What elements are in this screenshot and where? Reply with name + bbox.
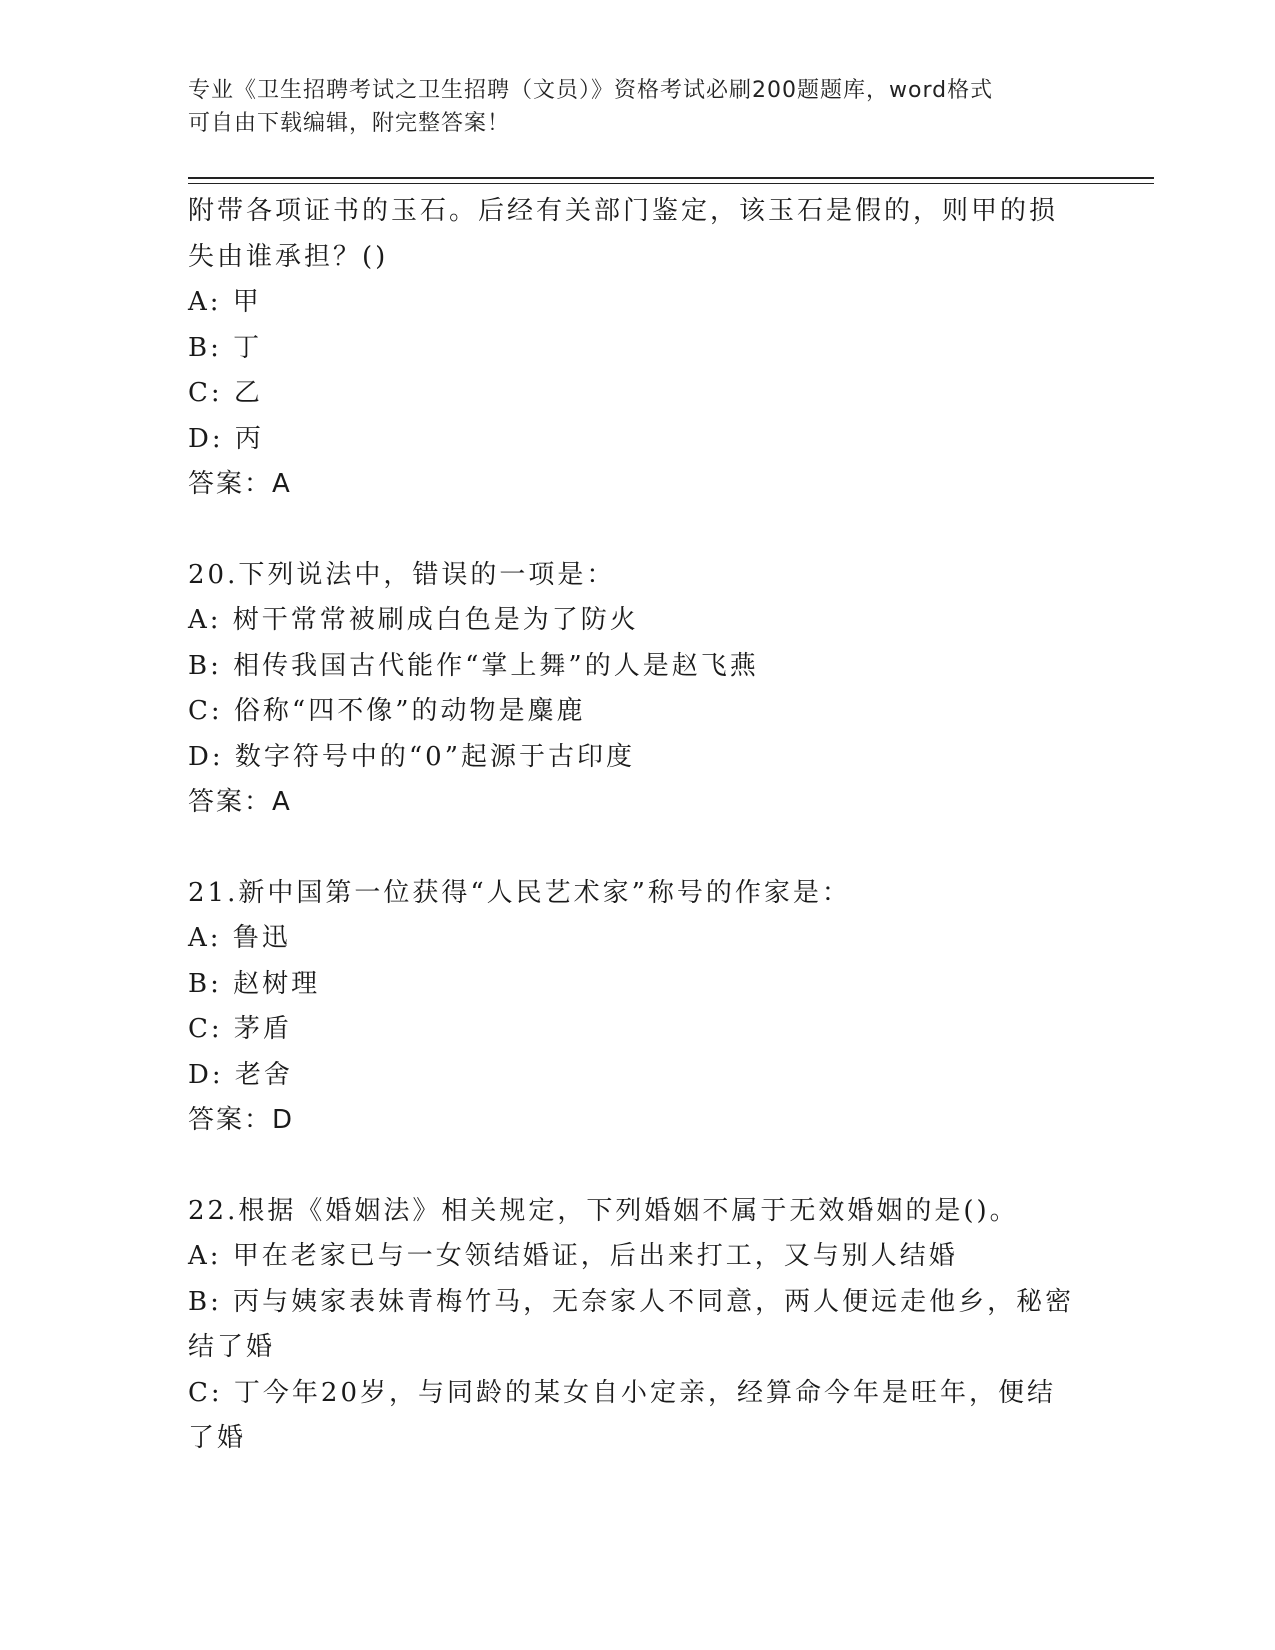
answer-label: 答案：D — [188, 1105, 295, 1135]
question-19 — [188, 189, 1088, 508]
header-line-2: 可自由下载编辑，附完整答案！ — [188, 111, 511, 136]
option-d: D: 老舍 — [188, 1059, 293, 1090]
option-c: C: 茅盾 — [188, 1014, 292, 1044]
document-header — [188, 74, 1088, 140]
question-22 — [188, 1189, 1088, 1462]
spacer — [188, 1144, 1088, 1189]
option-a: A: 树干常常被刷成白色是为了防火 — [188, 605, 639, 635]
option-d: D: 丙 — [188, 423, 264, 454]
option-b: B: 赵树理 — [188, 968, 321, 999]
option-b-continued: 结了婚 — [188, 1332, 276, 1362]
header-divider-thick — [188, 177, 1154, 179]
header-line-1: 专业《卫生招聘考试之卫生招聘（文员）》资格考试必刷200题题库，word格式 — [188, 78, 994, 103]
question-stem: 21.新中国第一位获得“人民艺术家”称号的作家是： — [188, 877, 851, 908]
option-b: B: 相传我国古代能作“掌上舞”的人是赵飞燕 — [188, 650, 759, 681]
option-a: A: 甲在老家已与一女领结婚证，后出来打工，又与别人结婚 — [188, 1241, 958, 1271]
option-c: C: 丁今年20岁，与同龄的某女自小定亲，经算命今年是旺年，便结 — [188, 1377, 1057, 1408]
answer-label: 答案：A — [188, 469, 292, 499]
option-a: A: 甲 — [188, 287, 262, 317]
document-body — [188, 189, 1088, 1462]
spacer — [188, 508, 1088, 553]
question-21 — [188, 871, 1088, 1144]
answer-label: 答案：A — [188, 787, 292, 817]
spacer — [188, 826, 1088, 871]
option-b: B: 丙与姨家表妹青梅竹马，无奈家人不同意，两人便远走他乡，秘密 — [188, 1286, 1075, 1317]
option-b: B: 丁 — [188, 332, 263, 363]
option-a: A: 鲁迅 — [188, 923, 291, 953]
option-c: C: 俗称“四不像”的动物是麋鹿 — [188, 696, 586, 726]
question-stem-line: 附带各项证书的玉石。后经有关部门鉴定，该玉石是假的，则甲的损 — [188, 196, 1059, 226]
header-divider-thin — [188, 183, 1154, 184]
option-d: D: 数字符号中的“0”起源于古印度 — [188, 741, 635, 772]
question-20 — [188, 553, 1088, 826]
option-c: C: 乙 — [188, 378, 263, 408]
option-c-continued: 了婚 — [188, 1423, 247, 1453]
question-stem: 20.下列说法中，错误的一项是： — [188, 559, 616, 590]
question-stem-line: 失由谁承担？() — [188, 241, 389, 272]
question-stem: 22.根据《婚姻法》相关规定，下列婚姻不属于无效婚姻的是()。 — [188, 1195, 1019, 1226]
